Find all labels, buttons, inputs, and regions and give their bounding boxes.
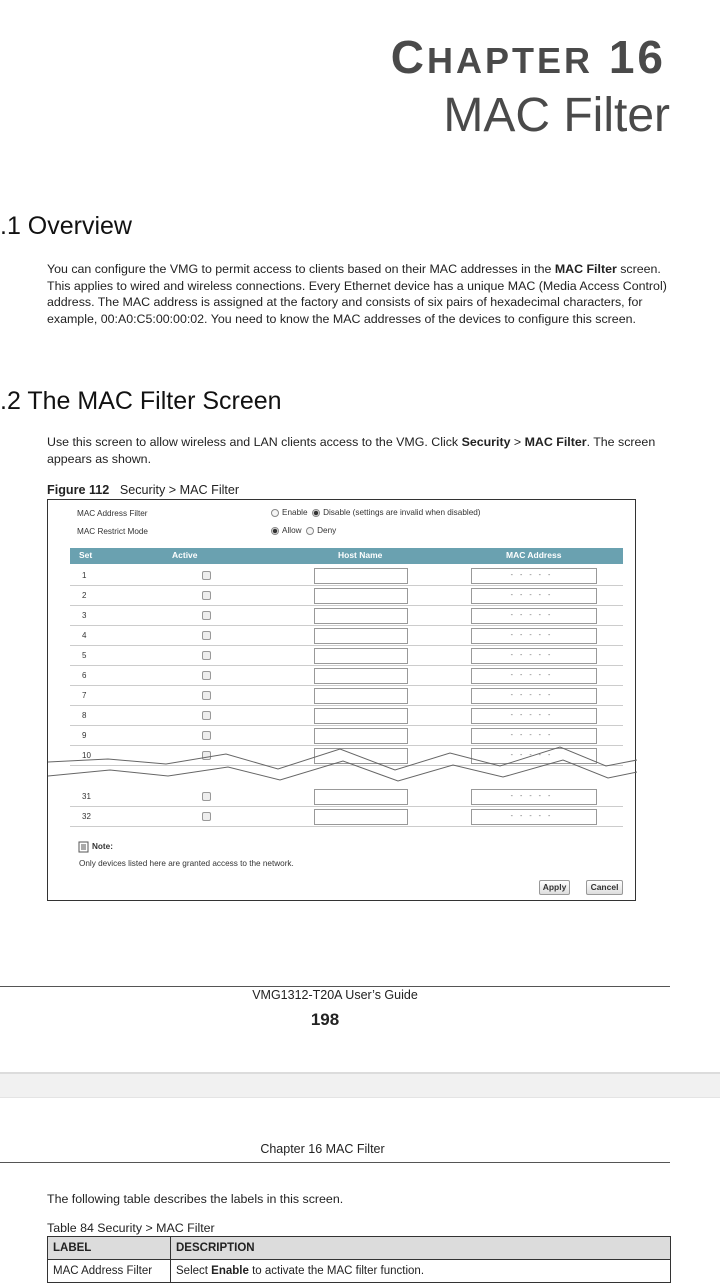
page-gap [0, 1072, 720, 1098]
mac-address-input[interactable]: ----- [471, 708, 597, 724]
disable-radio[interactable] [312, 509, 320, 517]
chapter-label: CHAPTER 16 [390, 31, 666, 83]
mac-filter-radio-group: Enable Disable (settings are invalid when disabled) [271, 508, 481, 517]
table-header-row [48, 1237, 671, 1260]
set-number: 4 [82, 631, 87, 640]
row-label: MAC Address Filter [48, 1260, 171, 1283]
active-checkbox[interactable] [202, 731, 211, 740]
mac-address-input[interactable]: ----- [471, 748, 597, 764]
set-number: 3 [82, 611, 87, 620]
active-checkbox[interactable] [202, 631, 211, 640]
page-number: 198 [310, 1010, 340, 1029]
figure-caption: Figure 112 Security > MAC Filter [47, 483, 240, 497]
row-description: Select Enable to activate the MAC filter function. [171, 1260, 671, 1283]
table-row [70, 606, 623, 626]
host-name-input[interactable] [314, 588, 408, 604]
page2-running-header: Chapter 16 MAC Filter [260, 1142, 385, 1156]
section-heading-mac-filter-screen: .2 The MAC Filter Screen [0, 387, 282, 415]
active-checkbox[interactable] [202, 691, 211, 700]
table-row [70, 626, 623, 646]
col-set: Set [79, 550, 93, 560]
active-checkbox[interactable] [202, 651, 211, 660]
mac-address-input[interactable]: ----- [471, 728, 597, 744]
set-number: 5 [82, 651, 87, 660]
deny-radio[interactable] [306, 527, 314, 535]
host-name-input[interactable] [314, 668, 408, 684]
mac-address-input[interactable]: ----- [471, 628, 597, 644]
host-name-input[interactable] [314, 789, 408, 805]
set-number: 32 [82, 812, 91, 821]
note-title: Note: [92, 842, 113, 851]
chapter-title: MAC Filter [443, 89, 670, 142]
footer-rule [0, 986, 670, 987]
host-name-input[interactable] [314, 708, 408, 724]
mac-address-input[interactable]: ----- [471, 688, 597, 704]
mac-filter-intro-paragraph: Use this screen to allow wireless and LAN clients access to the VMG. Click Security > MAC Filter. The screen appears as shown. [47, 435, 656, 466]
table-row [70, 566, 623, 586]
host-name-input[interactable] [314, 688, 408, 704]
col-mac-address: MAC Address [506, 550, 562, 560]
note-icon [78, 840, 89, 858]
col-host-name: Host Name [338, 550, 383, 560]
table-header [70, 548, 623, 564]
mac-filter-figure [47, 499, 636, 901]
allow-radio[interactable] [271, 527, 279, 535]
set-number: 10 [82, 751, 91, 760]
host-name-input[interactable] [314, 809, 408, 825]
col-active: Active [172, 550, 198, 560]
table-row [70, 686, 623, 706]
description-header: DESCRIPTION [171, 1237, 671, 1260]
host-name-input[interactable] [314, 648, 408, 664]
mac-address-filter-label: MAC Address Filter [77, 509, 148, 518]
host-name-input[interactable] [314, 568, 408, 584]
mac-restrict-mode-label: MAC Restrict Mode [77, 527, 148, 536]
footer-guide-title: VMG1312-T20A User’s Guide [252, 988, 418, 1002]
restrict-mode-radio-group: Allow Deny [271, 526, 336, 535]
mac-address-input[interactable]: ----- [471, 789, 597, 805]
chapter-number: 16 [608, 31, 666, 83]
mac-address-input[interactable]: ----- [471, 648, 597, 664]
set-number: 9 [82, 731, 87, 740]
host-name-input[interactable] [314, 628, 408, 644]
table-caption: Table 84 Security > MAC Filter [47, 1221, 215, 1235]
mac-address-input[interactable]: ----- [471, 608, 597, 624]
active-checkbox[interactable] [202, 571, 211, 580]
table-row [70, 787, 623, 807]
mac-address-input[interactable]: ----- [471, 809, 597, 825]
table-row [70, 646, 623, 666]
set-number: 6 [82, 671, 87, 680]
table-row [48, 1260, 671, 1283]
page-break-zigzag [48, 740, 637, 790]
header-rule [0, 1162, 670, 1163]
enable-radio[interactable] [271, 509, 279, 517]
mac-address-input[interactable]: ----- [471, 588, 597, 604]
table-row [70, 807, 623, 827]
active-checkbox[interactable] [202, 671, 211, 680]
mac-address-input[interactable]: ----- [471, 568, 597, 584]
overview-paragraph: You can configure the VMG to permit access to clients based on their MAC addresses in the MAC Filter screen. This applies to wired and wireless connections. Every Ethernet device has a unique MAC (Media Access Control) address. The MAC address is assigned at the factory and consists of six pairs of hexadecimal characters, for example, 00:A0:C5:00:00:02. You need to know the MAC addresses of the devices to configure this screen. [47, 262, 667, 326]
table-intro-text: The following table describes the labels in this screen. [47, 1192, 344, 1206]
mac-address-input[interactable]: ----- [471, 668, 597, 684]
apply-button[interactable]: Apply [539, 880, 570, 895]
table-row [70, 586, 623, 606]
set-number: 7 [82, 691, 87, 700]
set-number: 1 [82, 571, 87, 580]
note-text: Only devices listed here are granted access to the network. [79, 859, 294, 868]
active-checkbox[interactable] [202, 611, 211, 620]
set-number: 31 [82, 792, 91, 801]
cancel-button[interactable]: Cancel [586, 880, 623, 895]
label-description-table [47, 1236, 671, 1283]
section-heading-overview: .1 Overview [0, 212, 132, 240]
table-row [70, 666, 623, 686]
active-checkbox[interactable] [202, 792, 211, 801]
table-row [70, 706, 623, 726]
set-number: 8 [82, 711, 87, 720]
set-number: 2 [82, 591, 87, 600]
label-header: LABEL [48, 1237, 171, 1260]
active-checkbox[interactable] [202, 711, 211, 720]
active-checkbox[interactable] [202, 812, 211, 821]
active-checkbox[interactable] [202, 591, 211, 600]
host-name-input[interactable] [314, 608, 408, 624]
